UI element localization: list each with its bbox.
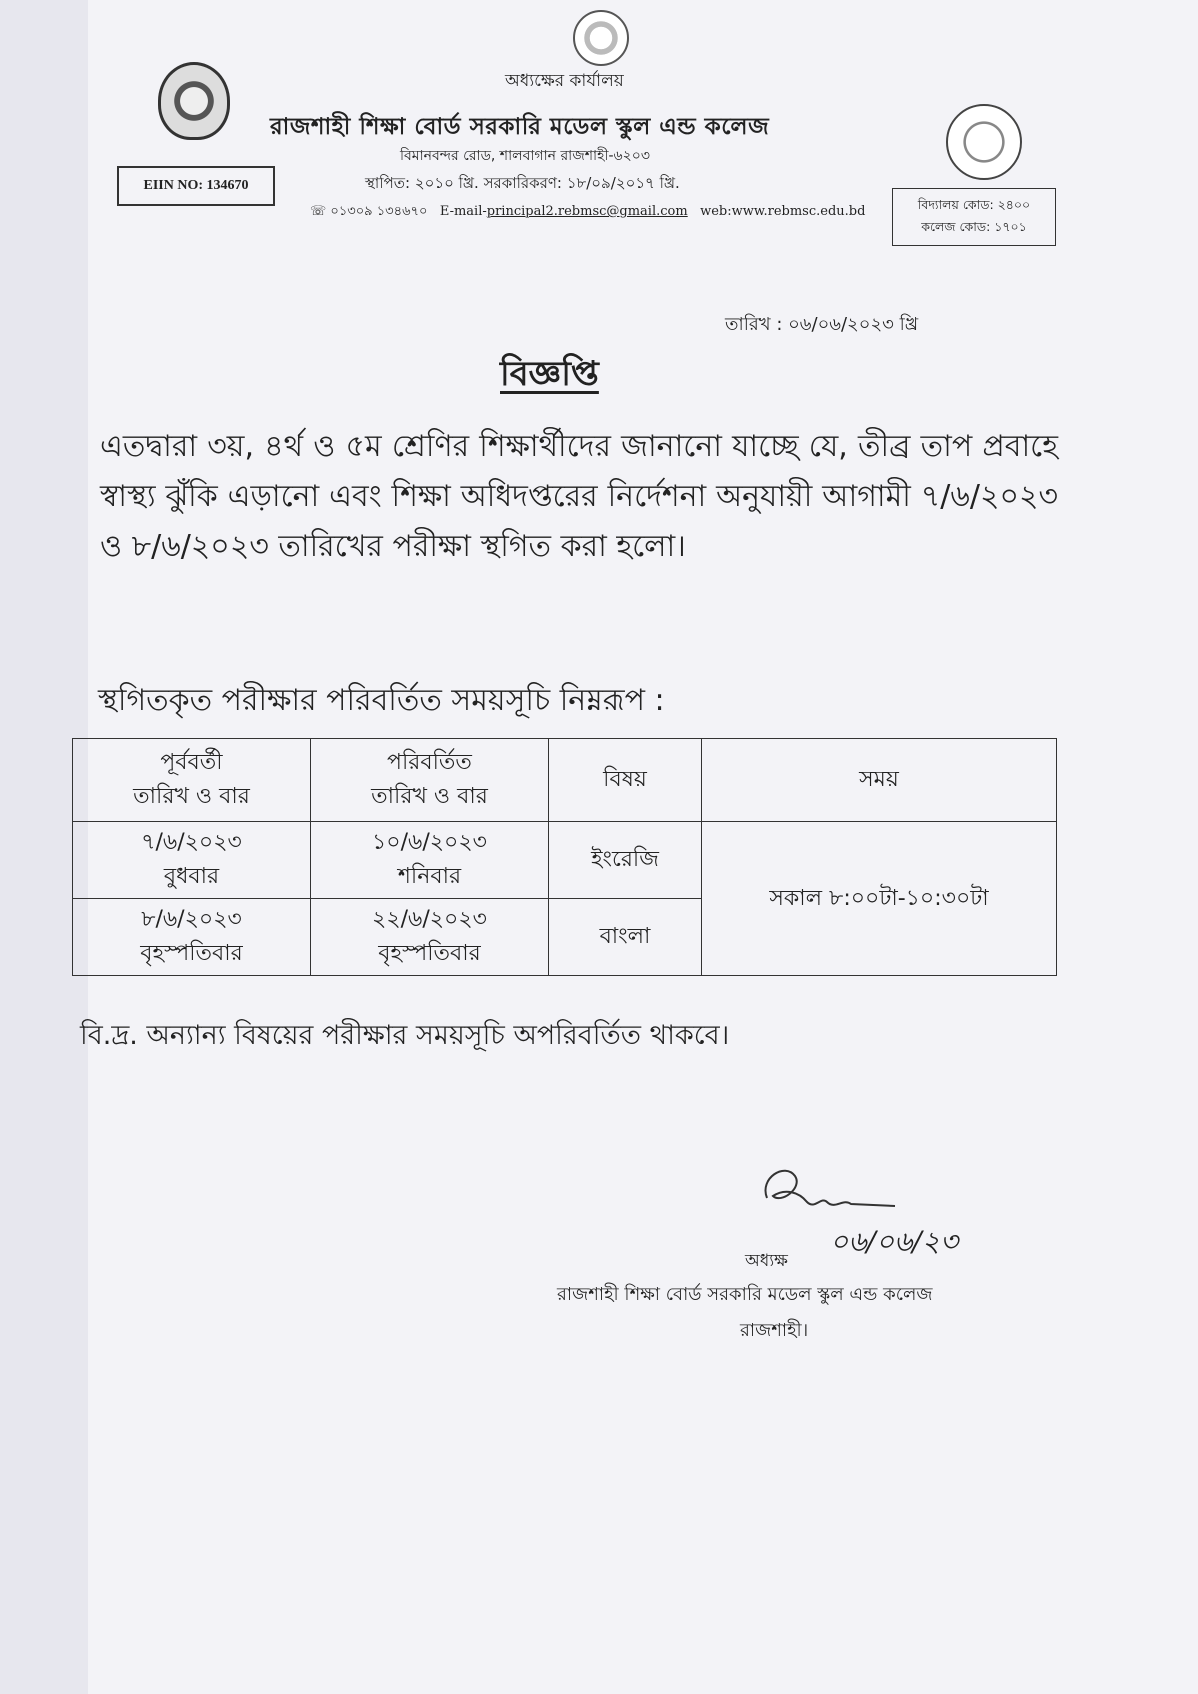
email-address[interactable]: principal2.rebmsc@gmail.com (486, 204, 688, 219)
previous-date-cell: ৭/৬/২০২৩ বুধবার (73, 822, 311, 899)
phone-number: ☏ ০১৩০৯ ১৩৪৬৭০ (310, 204, 428, 219)
school-code: বিদ্যালয় কোড: ২৪০০ (917, 197, 1031, 212)
college-emblem-icon (946, 104, 1022, 180)
changed-date-cell: ১০/৬/২০২৩ শনিবার (311, 822, 549, 899)
notice-body: এতদ্বারা ৩য়, ৪র্থ ও ৫ম শ্রেণির শিক্ষার্থীদের জানানো যাচ্ছে যে, তীব্র তাপ প্রবাহে স্বাস্থ্য ঝুঁকি এড়ানো এবং শিক্ষা অধিদপ্তরের নির্দেশনা অনুযায়ী আগামী ৭/৬/২০২৩ ও ৮/৬/২০২৩ তারিখের পরীক্ষা স্থগিত করা হলো। (100, 429, 1058, 564)
email-label: E-mail- (439, 204, 487, 219)
header-subject: বিষয় (549, 739, 702, 822)
website[interactable]: web:www.rebmsc.edu.bd (700, 204, 866, 219)
signatory-city: রাজশাহী। (740, 1320, 809, 1341)
office-label: অধ্যক্ষের কার্যালয় (505, 71, 624, 91)
eiin-box: EIIN NO: 134670 (117, 166, 275, 206)
previous-date-cell: ৮/৬/২০২৩ বৃহস্পতিবার (73, 899, 311, 976)
header-changed-date: পরিবর্তিত তারিখ ও বার (311, 739, 549, 822)
school-logo-icon (158, 62, 230, 140)
signature-date: ০৬/০৬/২৩ (830, 1225, 959, 1258)
notice-date: তারিখ : ০৬/০৬/২০২৩ খ্রি (725, 314, 919, 335)
institution-address: বিমানবন্দর রোড, শালবাগান রাজশাহী-৬২০৩ (400, 148, 650, 164)
establishment-info: স্থাপিত: ২০১০ খ্রি. সরকারিকরণ: ১৮/০৯/২০১৭ খ্রি. (365, 174, 680, 192)
header-time: সময় (702, 739, 1057, 822)
contact-line (310, 202, 865, 223)
header-previous-date: পূর্ববর্তী তারিখ ও বার (73, 739, 311, 822)
schedule-heading: স্থগিতকৃত পরীক্ষার পরিবর্তিত সময়সূচি নিম্নরূপ : (98, 683, 665, 718)
subject-cell: বাংলা (549, 899, 702, 976)
table-row (73, 822, 1057, 899)
government-seal-icon (573, 10, 629, 66)
changed-date-cell: ২২/৬/২০২৩ বৃহস্পতিবার (311, 899, 549, 976)
schedule-table (72, 738, 1057, 976)
signatory-designation: অধ্যক্ষ (745, 1251, 788, 1271)
note-text: বি.দ্র. অন্যান্য বিষয়ের পরীক্ষার সময়সূচি অপরিবর্তিত থাকবে। (80, 1020, 730, 1051)
institution-name: রাজশাহী শিক্ষা বোর্ড সরকারি মডেল স্কুল এন্ড কলেজ (270, 114, 770, 140)
time-cell: সকাল ৮:০০টা-১০:৩০টা (702, 822, 1057, 976)
signatory-institution: রাজশাহী শিক্ষা বোর্ড সরকারি মডেল স্কুল এন্ড কলেজ (557, 1284, 933, 1305)
notice-title: বিজ্ঞপ্তি (500, 354, 599, 394)
signature-icon (755, 1158, 905, 1228)
college-code: কলেজ কোড: ১৭০১ (921, 219, 1027, 234)
subject-cell: ইংরেজি (549, 822, 702, 899)
code-box (892, 188, 1056, 246)
table-header-row (73, 739, 1057, 822)
